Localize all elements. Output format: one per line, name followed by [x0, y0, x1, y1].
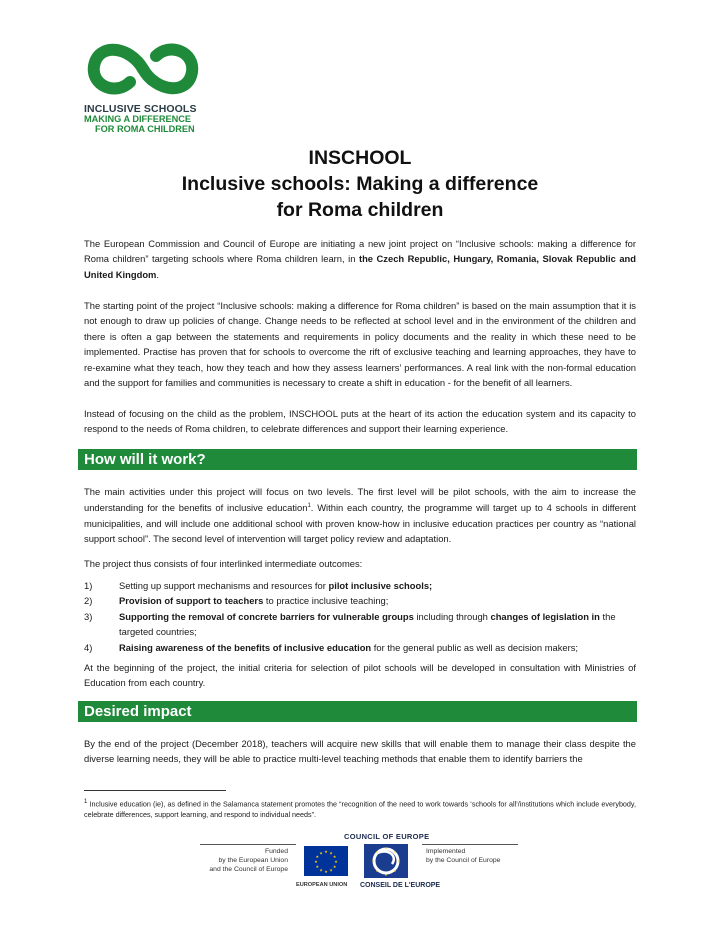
list-item [84, 609, 636, 640]
svg-text:★: ★ [334, 859, 338, 864]
svg-text:★: ★ [315, 854, 320, 859]
svg-text:★: ★ [384, 846, 388, 850]
footnote [84, 797, 636, 820]
list-bold: pilot inclusive schools; [328, 580, 433, 591]
funded-line-1: Funded [264, 848, 288, 855]
intro-p1-countries: the Czech Republic, Hungary, Romania, Slovak Republic and United Kingdom [84, 253, 637, 280]
intro-paragraph-2: The starting point of the project “Inclusive schools: making a difference for Roma children” is based on the main assumption that it is not enough to draw up policies of change. Change needs to be reflected at school level and in the environment of the children and there is often a gap between the statements and requirements in policy documents and the reality in which these need to be implemented. Practise has proven that for schools to overcome the rift of exclusive teaching and learning approaches, they have to re-examine what they teach, how they teach and how they assess learners’ performances. A real link with the non-formal education and the support for families and communities is necessary to create a shift in education - for the benefit of all learners. [84, 300, 636, 389]
implemented-line-2: by the Council of Europe [426, 857, 501, 864]
footnote-ref: 1 [307, 503, 311, 510]
list-number: 2) [84, 595, 93, 607]
svg-text:★: ★ [375, 850, 379, 854]
svg-text:★: ★ [314, 859, 318, 864]
section-heading-impact: Desired impact [84, 703, 192, 720]
svg-text:★: ★ [324, 849, 328, 854]
svg-text:★: ★ [393, 869, 397, 873]
coe-title: COUNCIL OF EUROPE [344, 832, 430, 841]
implemented-divider [422, 844, 518, 845]
eu-flag-icon [304, 846, 348, 876]
implemented-line-1: Implemented [426, 848, 466, 855]
svg-text:★: ★ [319, 867, 323, 873]
intro-p1-text: The European Commission and Council of Europe are initiating a new joint project on “Inclusive schools: making a difference for Roma children” targeting schools where Roma children learn, in [84, 238, 636, 265]
impact-paragraph-1: By the end of the project (December 2018), teachers will acquire new skills that will enable them to manage their class despite the diverse learning needs, they will be able to practice multi-level teaching methods that enable them to identify barriers the [84, 738, 636, 765]
svg-text:★: ★ [384, 873, 388, 877]
list-text: including through [413, 610, 491, 622]
how-paragraph-1 [84, 484, 636, 547]
list-bold: Raising awareness of the benefits of inclusive education [119, 641, 372, 653]
funded-line-3: and the Council of Europe [209, 866, 288, 873]
funded-line-2: by the European Union [218, 857, 288, 864]
list-bold: changes of legislation in [490, 610, 600, 622]
list-item [84, 640, 636, 655]
outcomes-list [84, 578, 636, 655]
logo-line-2: MAKING A DIFFERENCE [84, 114, 192, 124]
footnote-number: 1 [84, 799, 88, 805]
page-title [0, 145, 720, 223]
svg-text:★: ★ [332, 864, 337, 869]
svg-text:★: ★ [375, 869, 379, 873]
infinity-logo-icon [84, 38, 202, 100]
list-bold: Supporting the removal of concrete barriers for vulnerable groups [119, 610, 414, 622]
title-line-2: Inclusive schools: Making a difference [181, 173, 539, 195]
intro-p1-end: . [156, 268, 159, 280]
funding-logos [200, 832, 520, 902]
list-item [84, 593, 636, 608]
coe-caption: CONSEIL DE L'EUROPE [360, 882, 441, 889]
how-paragraph-3: At the beginning of the project, the initial criteria for selection of pilot schools will be developed in consultation with Ministries of Education from each country. [84, 662, 636, 689]
section-header-impact [78, 701, 637, 722]
section-header-how [78, 449, 637, 470]
list-text: for the general public as well as decision makers; [371, 641, 579, 653]
svg-text:★: ★ [332, 854, 337, 859]
list-number: 3) [84, 610, 93, 622]
svg-text:★: ★ [315, 864, 320, 869]
title-line-3: for Roma children [276, 199, 444, 221]
svg-text:★: ★ [319, 850, 323, 856]
svg-text:★: ★ [329, 867, 333, 873]
footnote-text: Inclusive education (ie), as defined in the Salamanca statement promotes the “recognition of the need to work towards ‘schools for all’/institutions which include everybody, celebrate differences, support learning, and respond to individual needs”. [84, 799, 636, 820]
list-text: the targeted countries; [119, 610, 616, 638]
list-number: 1) [84, 580, 93, 591]
how-p1-b: . Within each country, the programme will target up to 4 schools in different municipalities, and will include one additional school with proven know-how in inclusive education practices per country as “national support school”. The second level of intervention will target policy review and adaptation. [84, 502, 636, 545]
eu-caption: EUROPEAN UNION [296, 882, 348, 888]
list-bold: Provision of support to teachers [119, 595, 264, 607]
svg-text:★: ★ [324, 869, 328, 874]
implemented-text [426, 847, 520, 865]
intro-paragraph-1 [84, 236, 636, 282]
svg-text:★: ★ [329, 850, 333, 856]
svg-text:★: ★ [397, 859, 401, 863]
funded-text [204, 847, 288, 874]
funded-divider [200, 844, 296, 845]
logo-line-1: INCLUSIVE SCHOOLS [84, 103, 197, 115]
how-paragraph-2: The project thus consists of four interlinked intermediate outcomes: [84, 558, 363, 569]
svg-text:★: ★ [393, 850, 397, 854]
inclusive-schools-logo [84, 38, 204, 134]
list-item [84, 578, 636, 593]
footnote-divider [84, 790, 226, 791]
list-text: to practice inclusive teaching; [263, 595, 389, 607]
list-text: Setting up support mechanisms and resources for [119, 580, 329, 591]
logo-line-3: FOR ROMA CHILDREN [95, 124, 195, 134]
section-heading-how: How will it work? [84, 451, 206, 468]
svg-text:★: ★ [371, 859, 375, 863]
list-number: 4) [84, 641, 93, 653]
title-line-1: INSCHOOL [308, 147, 412, 169]
how-p1-a: The main activities under this project will focus on two levels. The first level will be pilot schools, with the aim to increase the understanding for the benefits of inclusive education [84, 486, 636, 514]
coe-flag-icon [364, 844, 408, 878]
intro-paragraph-3: Instead of focusing on the child as the problem, INSCHOOL puts at the heart of its action the education system and its capacity to respond to the needs of Roma children, to celebrate differences and support their learning experience. [84, 408, 636, 435]
